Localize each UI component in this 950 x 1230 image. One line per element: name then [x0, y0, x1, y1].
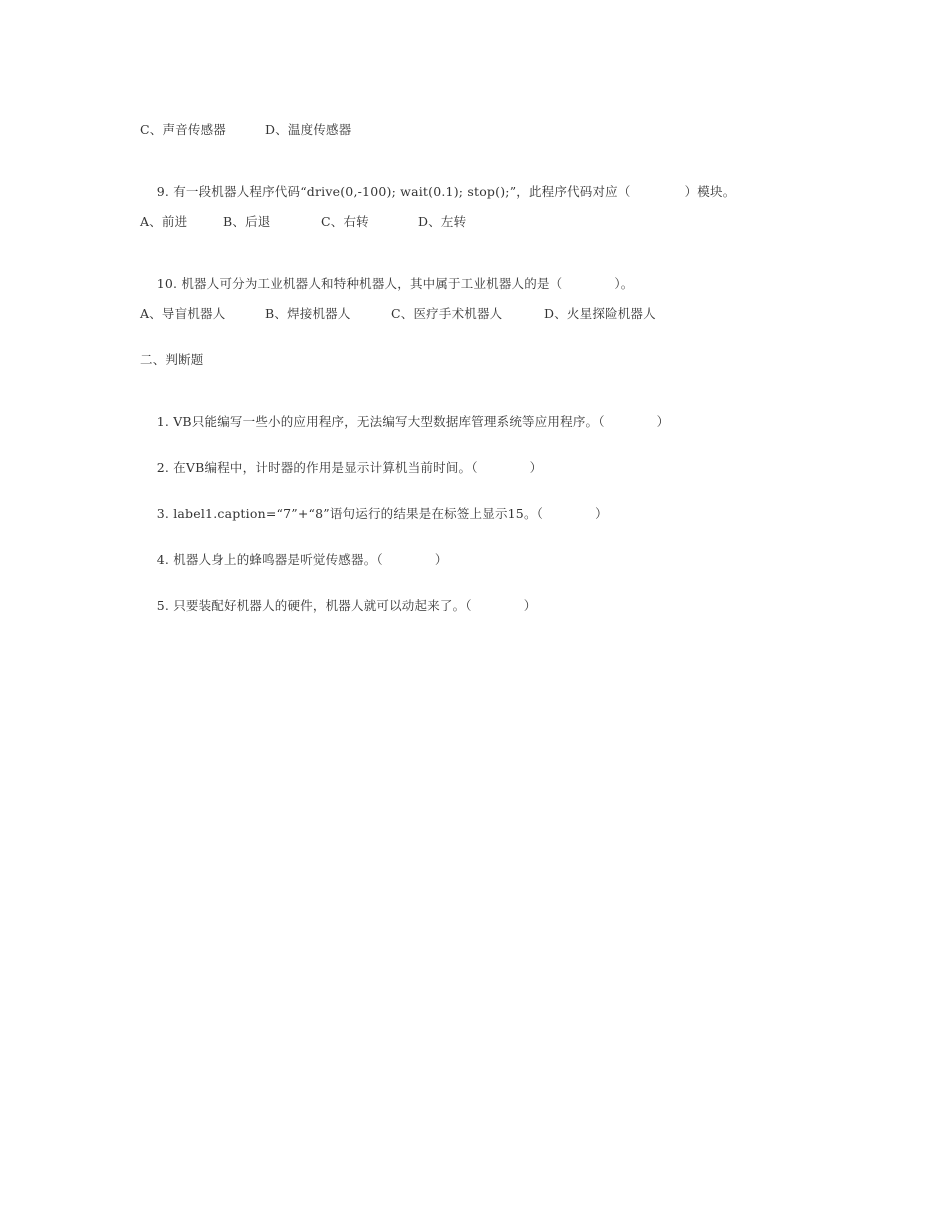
question-9-text: 9. 有一段机器人程序代码“drive(0,-100); wait(0.1); stop();”，此程序代码对应（: [156, 184, 631, 199]
option-c: C、声音传感器: [140, 122, 226, 137]
option-b: B、焊接机器人: [265, 306, 351, 321]
option-b: B、后退: [223, 214, 271, 229]
option-a: A、前进: [140, 214, 188, 229]
judge-question-suffix: ）: [656, 414, 670, 429]
option-c: C、医疗手术机器人: [391, 306, 503, 321]
option-a: A、导盲机器人: [140, 306, 226, 321]
option-d: D、火星探险机器人: [544, 306, 656, 321]
judge-question-suffix: ）: [434, 552, 448, 567]
section-heading: 二、判断题: [140, 352, 204, 367]
judge-question-text: 3. label1.caption=“7”+“8”语句运行的结果是在标签上显示15。（: [156, 506, 544, 521]
option-d: D、左转: [418, 214, 467, 229]
question-9: [140, 168, 735, 216]
judge-question-suffix: ）: [523, 598, 537, 613]
judge-question: [140, 398, 669, 446]
option-d: D、温度传感器: [265, 122, 352, 137]
judge-question-text: 1. VB只能编写一些小的应用程序，无法编写大型数据库管理系统等应用程序。（: [156, 414, 605, 429]
question-10-suffix: ）。: [614, 276, 634, 291]
question-10: [140, 260, 634, 308]
judge-question-text: 2. 在VB编程中，计时器的作用是显示计算机当前时间。（: [156, 460, 478, 475]
judge-question: [140, 490, 608, 538]
judge-question-text: 4. 机器人身上的蜂鸣器是听觉传感器。（: [156, 552, 383, 567]
judge-question-text: 5. 只要装配好机器人的硬件，机器人就可以动起来了。（: [156, 598, 472, 613]
question-10-text: 10. 机器人可分为工业机器人和特种机器人，其中属于工业机器人的是（: [156, 276, 563, 291]
judge-question: [140, 444, 542, 492]
question-10-options: [140, 306, 840, 402]
question-9-suffix: ）模块。: [684, 184, 736, 199]
judge-question-suffix: ）: [595, 506, 608, 521]
option-c: C、右转: [321, 214, 369, 229]
judge-question: [140, 582, 536, 630]
judge-question-suffix: ）: [529, 460, 543, 475]
judge-question: [140, 536, 448, 584]
